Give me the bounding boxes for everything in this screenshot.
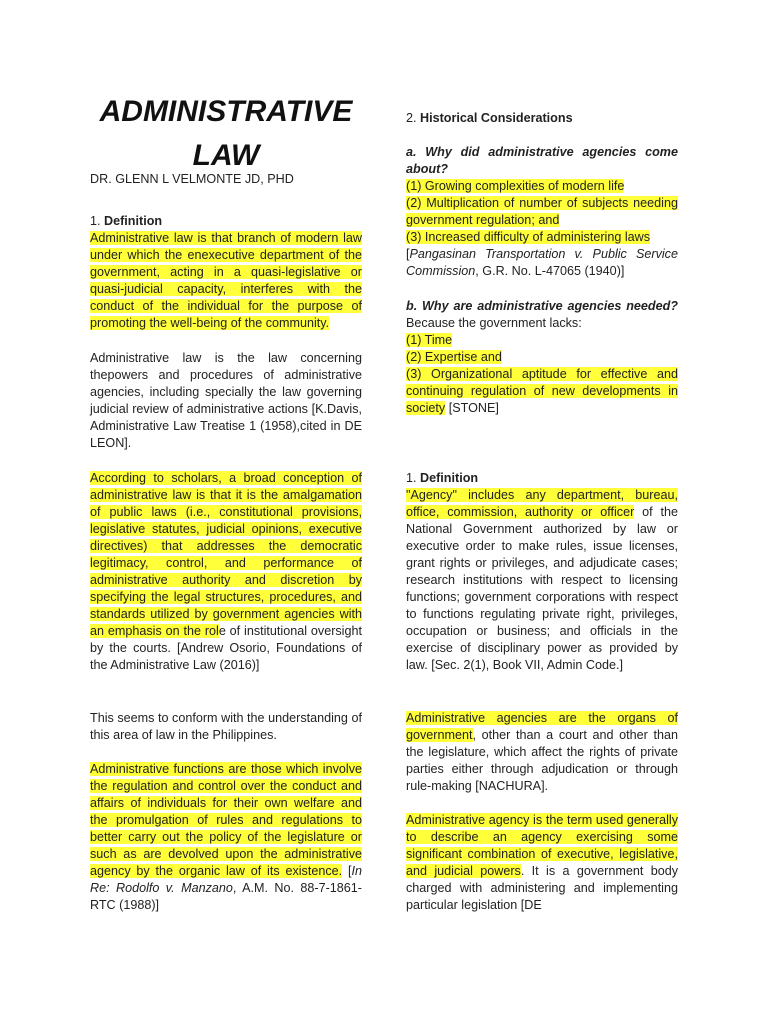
functions-case: In Re: Rodolfo v. Manzano: [90, 864, 362, 895]
definition-section: [90, 213, 362, 332]
section-number: 2.: [406, 111, 421, 125]
reason-1: (1) Growing complexities of modern life: [406, 179, 625, 193]
question-b: [406, 298, 678, 417]
lack-citation: [STONE]: [445, 401, 499, 415]
agency-definition-rest: of the National Government authorized by law or executive order to make rules, issue licenses, grant rights or privileges, and adjudicate cases; research institutions with respect to licensing functions; government corporations with respect to functions regulating private right, privileges, occupation or business; and officials in the exercise of disciplinary power as provided by law. [Sec. 2(1), Book VII, Admin Code.]: [406, 505, 678, 672]
document-title: [90, 90, 362, 178]
lack-2: (2) Expertise and: [406, 350, 502, 364]
question-a-text: a. Why did administrative agencies come about?: [406, 145, 678, 176]
paragraph-functions: [90, 761, 362, 914]
reason-3: (3) Increased difficulty of administering laws: [406, 230, 651, 244]
citation-rest: , G.R. No. L-47065 (1940)]: [475, 264, 625, 278]
definition-text: Administrative law is that branch of modern law under which the enexecutive department of the government, acting in a quasi-legislative or quasi-judicial capacity, interferes with the conduct of the individual for the purpose of promoting the well-being of the community.: [90, 231, 362, 330]
paragraph-organs: [406, 710, 678, 795]
title-line-1: ADMINISTRATIVE: [99, 95, 353, 128]
title-line-2: LAW: [192, 139, 260, 172]
agency-term-highlight: Administrative agency is the term used generally to describe an agency exercising some significant combination of executive, legislative, and judicial powers: [406, 813, 678, 878]
lack-3: (3) Organizational aptitude for effective and continuing regulation of new developments in society: [406, 367, 678, 415]
section-heading: Definition: [104, 214, 163, 228]
scholars-highlight: According to scholars, a broad conception of administrative law is that it is the amalgamation of public laws (i.e., constitutional provisions, legislative statutes, judicial opinions, executive directives) that addresses the democratic legitimacy, control, and performance of administrative authority and discretion by specifying the legal structures, procedures, and standards utilized by government agencies with an emphasis on the rol: [90, 471, 362, 638]
citation-open: [: [406, 247, 410, 261]
paragraph-agency-term: [406, 812, 678, 914]
paragraph-davis: Administrative law is the law concerning thepowers and procedures of administrative agencies, including specially the law governing judicial review of administrative actions [K.Davis, Administrative Law Treatise 1 (1958),cited in DE LEON].: [90, 351, 362, 450]
functions-highlight: Administrative functions are those which involve the regulation and control over the conduct and affairs of individuals for their own welfare and the promulgation of rules and regulations to better carry out the policy of the legislature or such as are devolved upon the administrative agency by the organic law of its existence.: [90, 762, 362, 878]
question-b-tail: Because the government lacks:: [406, 316, 582, 330]
paragraph-scholars: [90, 470, 362, 674]
agency-term-rest: . It is a government body charged with administering and implementing particular legislation [DE: [406, 864, 679, 912]
scholars-rest: e of institutional oversight by the courts. [Andrew Osorio, Foundations of the Administrative Law (2016)]: [90, 624, 362, 672]
question-a: [406, 144, 678, 280]
agency-definition-highlight: "Agency" includes any department, bureau, office, commission, authority or officer: [406, 488, 678, 519]
author-line: DR. GLENN L VELMONTE JD, PHD: [90, 172, 294, 186]
agency-definition-section: [406, 470, 678, 674]
section-number: 1.: [90, 214, 105, 228]
paragraph-conform: This seems to conform with the understanding of this area of law in the Philippines.: [90, 711, 362, 742]
organs-rest: , other than a court and other than the legislature, which affect the rights of private parties either through adjudication or through rule-making [NACHURA].: [406, 728, 678, 793]
historical-section: [406, 110, 678, 127]
reason-2: (2) Multiplication of number of subjects needing government regulation; and: [406, 196, 678, 227]
functions-rest: , A.M. No. 88-7-1861-RTC (1988)]: [90, 881, 362, 912]
functions-open: [: [342, 864, 352, 878]
lack-1: (1) Time: [406, 333, 453, 347]
section-heading: Historical Considerations: [420, 111, 573, 125]
section-heading: Definition: [420, 471, 479, 485]
question-b-text: b. Why are administrative agencies needed?: [406, 299, 678, 313]
section-number: 1.: [406, 471, 421, 485]
citation-case: Pangasinan Transportation v. Public Service Commission: [406, 247, 678, 278]
organs-highlight: Administrative agencies are the organs of government: [406, 711, 678, 742]
